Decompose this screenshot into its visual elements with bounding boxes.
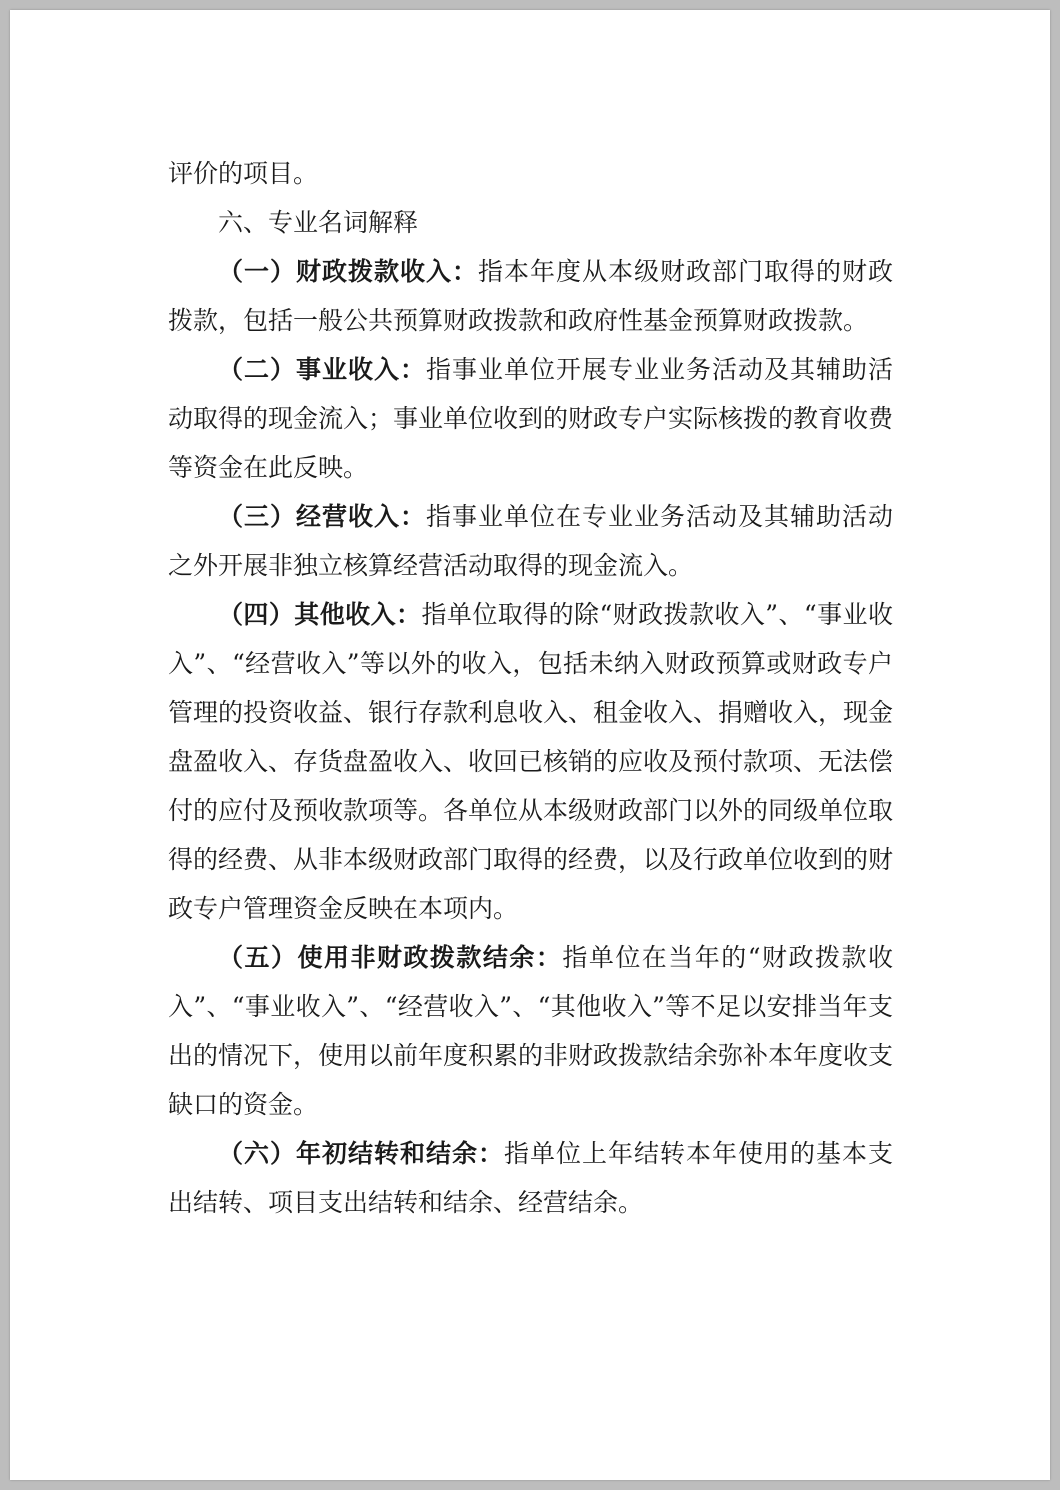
document-body [168,149,893,1227]
definition-text: 指单位取得的除“财政拨款收入”、“事业收入”、“经营收入”等以外的收入，包括未纳入财政预算或财政专户管理的投资收益、银行存款利息收入、租金收入、捐赠收入，现金盘盈收入、存货盘盈收入、收回已核销的应收及预付款项、无法偿付的应付及预收款项等。各单位从本级财政部门以外的同级单位取得的经费、从非本级财政部门取得的经费，以及行政单位收到的财政专户管理资金反映在本项内。 [168,600,894,923]
definition-paragraph [168,492,893,590]
definition-term: （五）使用非财政拨款结余： [218,943,563,972]
definition-term: （四）其他收入： [218,600,422,629]
definition-paragraph [168,247,893,345]
definition-term: （三）经营收入： [218,502,426,531]
section-heading: 六、专业名词解释 [218,208,419,237]
definition-paragraph [168,590,893,933]
definition-text: 指单位上年结转本年使用的基本支出结转、项目支出结转和结余、经营结余。 [168,1139,893,1217]
document-page [10,10,1050,1480]
definition-text: 指本年度从本级财政部门取得的财政拨款，包括一般公共预算财政拨款和政府性基金预算财政拨款。 [168,257,893,335]
definition-term: （六）年初结转和结余： [218,1139,504,1168]
definition-term: （一）财政拨款收入： [218,257,478,286]
definition-paragraph [168,345,893,492]
definition-text: 指事业单位开展专业业务活动及其辅助活动取得的现金流入；事业单位收到的财政专户实际核拨的教育收费等资金在此反映。 [168,355,894,482]
definition-term: （二）事业收入： [218,355,426,384]
lead-line: 评价的项目。 [168,159,319,188]
definition-paragraph [168,933,893,1129]
definition-paragraph [168,1129,893,1227]
definition-text: 指单位在当年的“财政拨款收入”、“事业收入”、“经营收入”、“其他收入”等不足以安排当年支出的情况下，使用以前年度积累的非财政拨款结余弥补本年度收支缺口的资金。 [168,943,894,1119]
definition-text: 指事业单位在专业业务活动及其辅助活动之外开展非独立核算经营活动取得的现金流入。 [168,502,893,580]
